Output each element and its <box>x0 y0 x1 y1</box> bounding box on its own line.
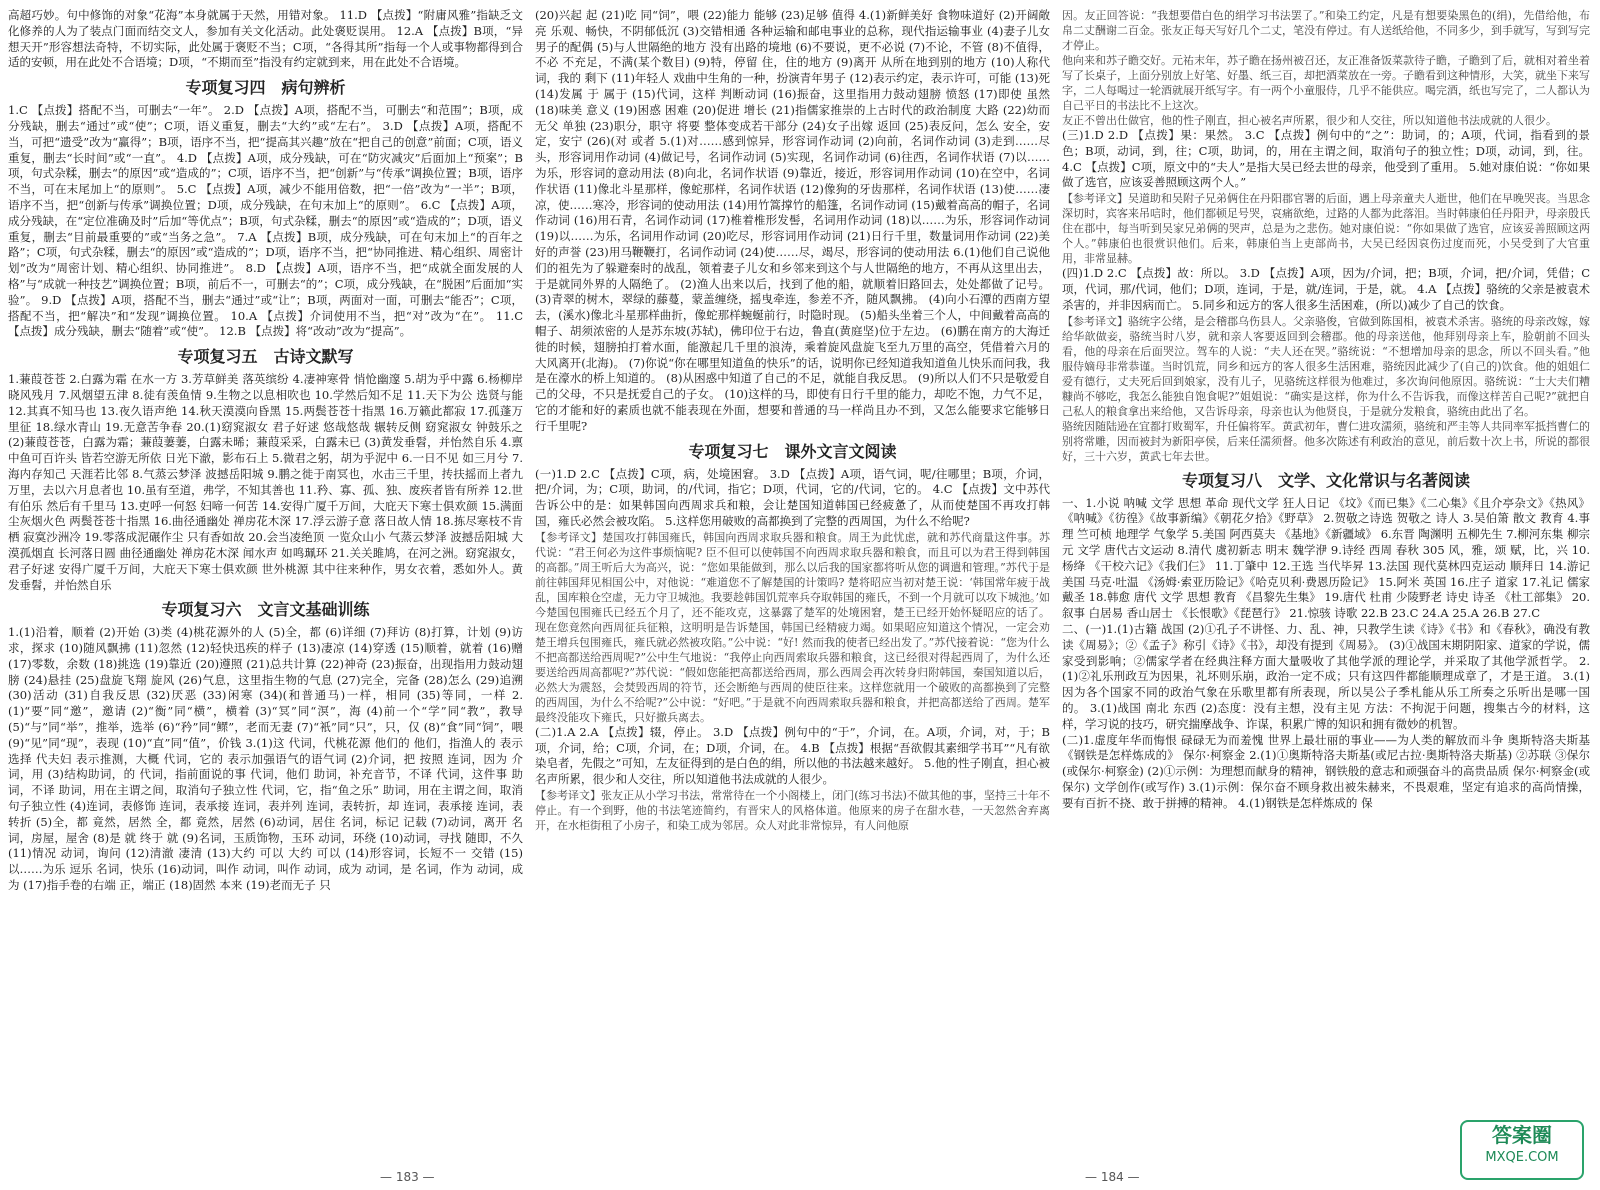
paragraph: (三)1.D 2.D 【点拨】果：果然。 3.C 【点拨】例句中的“之”：助词，的；A项，代词，指看到的景色；B项，动词，到，往；C项，助词，的，用在主谓之间，取消句子的独立性；D项，动词，到，往。 4.C 【点拨】C项，原文中的“夫人”是指大吴已经去世的母亲，他受到了重用。 5.她对康伯说：“你如果做了选官，应该妥善照顾这两个人。” <box>1062 128 1590 190</box>
paragraph: 1.C 【点拨】搭配不当，可删去“一年”。 2.D 【点拨】A项，搭配不当，可删去“和范围”；B项，成分残缺，删去“通过”或“使”；C项，语义重复，删去“大约”或“左右”。 3.D 【点拨】A项，搭配不当，可把“遗受”改为“赢得”；B项，语序不当，把“提高其兴趣”放在“把自己的创意”前面；C项，语义重复，删去“长时间”或“一直”。 4.D 【点拨】A项，成分残缺，可在“防灾减灾”后面加上“预案”；B项，句式杂糅，删去“的原因”或“造成的”；C项，语序不当，把“创新”与“传承”调换位置；B项，语序不当，可在末尾加上“的原则”。 5.C 【点拨】A项，减少不能用倍数，把“一倍”改为“一半”；B项，语序不当，把“创新与传承”调换位置；D项，成分残缺，在句末加上“的原则”。 6.C 【点拨】A项，成分残缺，在“定位准确及时”后加“等优点”；B项，句式杂糅，删去“的原因”或“造成的”；D项，语义重复，删去“目前最重要的”或“当务之急”。 7.A 【点拨】B项，成分残缺，可在句末加上“的百年之路”；C项，句式杂糅，删去“的原因”或“造成的”；D项，语序不当，把“协同推进、精心组织、周密计划”改为“周密计划、精心组织、协同推进”。 8.D 【点拨】A项，语序不当，把“成就全面发展的人格”与“成就一种技艺”调换位置；B项，前后不一，可删去“的”；C项，成分残缺，在“脱困”后面加“实验”。 9.D 【点拨】A项，搭配不当，删去“通过”或“让”；B项，两面对一面，可删去“能否”；C项，搭配不当，把“解决”和“发现”调换位置。 10.A 【点拨】介词使用不当，把“对”改为“在”。 11.C 【点拨】成分残缺，删去“随着”或“使”。 12.B 【点拨】将“改动”改为“提高”。 <box>8 103 523 339</box>
middle-column <box>535 8 1050 1148</box>
reference-translation: 【参考译文】张友正从小学习书法，常常待在一个小阁楼上，闭门(练习书法)不做其他的事，坚持三十年不停止。有一个到野，他的书法笔迹简约，有晋宋人的风格体道。他原来的房子在甜水巷，一天忽然舍弃离开，在水柜街租了小房子，和染工成为邻居。众人对此非常惊异，有人问他原 <box>535 788 1050 832</box>
reference-translation: 友正不曾出仕做官，他的性子刚直，担心被名声所累，很少和人交往，所以知道他书法成就的人很少。 <box>1062 114 1557 127</box>
paragraph: (一)1.D 2.C 【点拨】C项，病，处境困窘。 3.D 【点拨】A项，语气词，呢/往哪里；B项，介词，把/介词，为；C项，助词，的/代词，指它；D项，代词，它的/代词，它的。 4.C 【点拨】文中苏代告诉公中的是：如果韩国向西周求兵和粮，会让楚国知道韩国已经疲惫了，从而使楚国不再攻打韩国，雍氏必然会被攻陷。 5.这样您用破败的高都换到了完整的西周国，为什么不给呢? <box>535 466 1050 528</box>
section-heading: 专项复习五 古诗文默写 <box>177 347 354 367</box>
paragraph: (20)兴起 起 (21)吃 同“饲”，喂 (22)能力 能够 (23)足够 值得 4.(1)新鲜美好 食物味道好 (2)开阔敞亮 乐观、畅快，不阴郁低沉 (3)交错相通 各种运输和邮电事业的总称，现代指运输事业 (4)妻子儿女 男子的配偶 (5)与人世隔绝的地方 没有出路的境地 (6)不要说，更不必说 (7)不论，不管 (8)不值得，不必 不充足，不满(某个数目) (9)特，停留 住，住的地方 (9)离开 从所在地到别的地方 (10)人称代词，我的 剩下 (11)年轻人 戏曲中生角的一种，扮演青年男子 (12)表示约定，表示许可，可能 (13)死 (14)发属 于 属于 (15)代词，这样 判断动词 (16)振奋，这里指用力鼓动翅膀 愤怒 (17)即使 虽然 (18)味美 意义 (19)困惑 困难 (20)促进 增长 (21)指儒家推崇的上古时代的政治制度 大路 (22)幼而无父 单独 (23)职分，职守 将要 整体变成若干部分 (24)女子出嫁 返回 (25)表反问，怎么 安全，安定，安宁 (26)(对 或者 5.(1)对……感到惊异，形容词作动词 (2)向前，名词作动词 (3)走到……尽头，形容词用作动词 (4)做记号，名词作动词 (5)实现，名词作动词 (6)往西，名词作状语 (7)以……为乐，形容词的意动用法 (8)向北，名词作状语 (9)靠近，接近，形容词用作动词 (10)在空中，名词作状语 (11)像北斗星那样，像蛇那样，名词作状语 (12)像狗的牙齿那样，名词作状语 (13)使……凄凉，使……寒冷，形容词的使动用法 (14)用竹篙撑竹的船篷，名词作动词 (15)戴着高高的帽子，名词作动词 (16)用石青，名词作动词 (17)椎着椎形发髻，名词用作动词 (18)以……为乐，形容词作动词 (19)以……为乐，名词用作动词 (20)吃尽，形容词用作动词 (21)日行千里，数量词用作动词 (22)美好的声誉 (23)用马鞭鞭打，名词作动词 (24)使……尽，竭尽，形容词的使动用法 6.(1)他们自己说他们的祖先为了躲避秦时的战乱，领着妻子儿女和乡邻来到这个与人世隔绝的地方，不再从这里出去，于是就同外界的人隔绝了。 (2)渔人出来以后，找到了他的船，就顺着旧路回去，处处都做了记号。 (3)青翠的树木，翠绿的藤蔓，蒙盖缠绕，摇曳牵连，参差不齐，随风飘拂。 (4)向小石潭的西南方望去，(溪水)像北斗星那样曲折，像蛇那样蜿蜒前行，时隐时现。 (5)船头坐着三个人，中间戴着高高的帽子、胡须浓密的人是苏东坡(苏轼)，佛印位于右边，鲁直(黄庭坚)位于左边。 (6)鹏在南方的大海迁徙的时候，翅膀拍打着水面，能激起几千里的浪涛，乘着旋风盘旋飞至九万里的高空，凭借着六月的大风离开(北海)。 (7)你说“你在哪里知道鱼的快乐”的话，说明你已经知道我知道鱼儿快乐而问我，我是在濠水的桥上知道的。 (8)从困惑中知道了自己的不足，就能自我反思。 (9)所以人们不只是敬爱自己的父母，不只是抚爱自己的子女。 (10)这样的马，即使有日行千里的能力，却吃不饱，力气不足，它的才能和好的素质也就不能表现在外面，想要和普通的马一样尚且办不到，又怎么能要求它能够日行千里呢? <box>535 8 1050 433</box>
page-number-right: — 184 — <box>1085 1170 1140 1184</box>
reference-translation: 骆统因随陆逊在宜都打败蜀军，升任偏将军。黄武初年，曹仁进攻濡须，骆统和严圭等人共同率军抵挡曹仁的别将常雕，因而被封为新阳亭侯，后来任濡须督。他多次陈述有利政治的意见，前后数十次上书，所说的都很好，三十六岁，黄武七年去世。 <box>1062 419 1590 463</box>
left-column <box>8 8 523 1148</box>
right-column <box>1062 8 1590 1148</box>
watermark-title: 答案圈 <box>1492 1123 1552 1147</box>
paragraph: (四)1.D 2.C 【点拨】故：所以。 3.D 【点拨】A项，因为/介词，把；B项，介词，把/介词，凭借；C项，代词，那/代词，他们；D项，连词，于是，就/连词，于是，就。 4.A 【点拨】骆统的父亲是被袁术杀害的，并非因病而亡。 5.同乡和远方的客人很多生活困难，(所以)减少了自己的饮食。 <box>1062 266 1590 312</box>
watermark-url: MXQE.COM <box>1485 1150 1559 1165</box>
reference-translation: 【参考译文】骆统字公绪，是会稽郡乌伤县人。父亲骆俊，官做到陈国相，被袁术杀害。骆统的母亲改嫁，嫁给华歆做妾，骆统当时八岁，就和亲人客要返回到会稽郡。他的母亲送他，他拜别母亲上车，脸朝前不回头看，他的母亲在后面哭泣。驾车的人说：“夫人还在哭。”骆统说：“不想增加母亲的思念，所以不回头看。”他服侍嫡母非常恭谨。当时饥荒，同乡和远方的客人很多生活困难，骆统因此减少了(自己的)饮食。他的姐姐仁爱有德行，丈夫死后回到娘家，没有儿子，见骆统这样很为他难过，多次询问他原因。骆统说：“士大夫们糟糠尚不够吃，我怎么能独自饱食呢?”姐姐说：“确实是这样，你为什么不告诉我，而像这样苦自己呢?”就把自己私人的粮食拿出来给他，又告诉母亲，母亲也认为他贤良，于是就分发粮食，骆统由此出了名。 <box>1062 314 1590 418</box>
reference-translation: 因。友正回答说：“我想要借白色的绢学习书法罢了。”和染工约定，凡是有想要染黑色的(绢)，先借给他，布帛二丈酬谢二百金。张友正每天写好几个二丈，笔没有停过。有人送纸给他，不同多少，到手就写，写到写完才停止。 <box>1062 9 1590 52</box>
paragraph: 二、(一)1.(1)古籍 战国 (2)①孔子不讲怪、力、乱、神，只教学生读《诗》《书》和《春秋》，确没有教读《周易》；②《孟子》称引《诗》《书》，却没有提到《周易》。 (3)①战国末期阴阳家、道家的学说，儒家受到影响；②儒家学者在经典注释方面大量吸收了其他学派的理论学，并采取了其他学派哲学。 2.(1)②礼乐刑政互为因果，礼坏则乐崩，政治一定不成；只有这四件都能顺理成章了，才是王道。 3.(1)因为各个国家不同的政治气象在乐歌里都有所表现，所以吴公子季札能从乐工所奏之乐听出是哪一国的。 3.(1)战国 南北 东西 (2)态度：没有主想，没有主见 方法：不拘泥于问题，搜集古今的材料，这样，学习说的技巧，研究揣摩战争、诈谋，积累广博的知识和拥有微妙的机智。 <box>1062 621 1590 731</box>
reference-translation: 他向来和苏子瞻交好。元祐末年，苏子瞻在扬州被召还，友正准备饭菜款待子瞻，子瞻到了后，就相对着坐着写了长桌子，上面分别放上好笔、好墨、纸三百，却把酒菜放在一旁。子瞻看到这种情形，大笑，就坐下来写字，二人每喝过一轮酒就展开纸写字。有一两个小童服侍，几乎不能供应。喝完酒，纸也写完了，二人都认为自己平日的书法比不上这次。 <box>1062 54 1590 112</box>
watermark-logo <box>1460 1120 1584 1180</box>
paragraph: 一、1.小说 呐喊 文学 思想 革命 现代文学 狂人日记 《坟》《而已集》《二心集》《且介亭杂文》《热风》《呐喊》《彷徨》《故事新编》《朝花夕拾》《野草》 2.贺敬之诗选 贺敬之 诗人 3.吴伯箫 散文 教育 4.事理 竺可桢 地理学 气象学 5.美国 阿西莫夫 《基地》《新疆域》 6.东晋 陶渊明 五柳先生 7.柳河东集 柳宗元 文学 唐代古文运动 8.清代 虞初新志 明末 魏学洢 9.诗经 西周 春秋 305 风，雅，颂 赋，比，兴 10.杨绛 《干校六记》《我们仨》 11.丁肇中 12.王选 当代毕昇 13.法国 现代莫林四克运动 顺拜日 14.游记 美国 马克·吐温 《汤姆·索亚历险记》《哈克贝利·费恩历险记》 15.阿米 英国 16.庄子 道家 17.礼记 儒家 戴圣 18.韩愈 唐代 文学 思想 教育 《昌黎先生集》 19.唐代 杜甫 少陵野老 诗史 诗圣 《杜工部集》 20.叙事 白居易 香山居士 《长恨歌》《琵琶行》 21.惊骇 诗歌 22.B 23.C 24.A 25.A 26.B 27.C <box>1062 495 1590 621</box>
paragraph: 高超巧妙。句中修饰的对象“花海”本身就属于天然，用错对象。 11.D 【点拨】“附庸风雅”指缺乏文化修养的人为了装点门面而结交文人，参加有关文化活动。此处褒贬误用。 12.A 【点拨】B项，“异想天开”形容想法奇特，不切实际，此处属于褒贬不当；C项，“各得其所”指每一个人或事物都得到合适的安顿，用在此处不合语境；D项，“不期而至”指没有约定就到来，用在此处不合语境。 <box>8 8 523 70</box>
page-number-left: — 183 — <box>380 1170 435 1184</box>
section-heading: 专项复习七 课外文言文阅读 <box>688 441 897 461</box>
reference-translation: 【参考译文】吴道助和吴附子兄弟俩住在丹阳郡官署的后面，遇上母亲童夫人逝世，他们在早晚哭丧。当思念深切时，宾客来吊唁时，他们都顿足号哭，哀痛欲绝，过路的人都为此落泪。当时韩康伯任丹阳尹，母亲殷氏住在郡中，每当听到吴家兄弟俩的哭声，总是为之悲伤。她对康伯说：“你如果做了选官，应该妥善照顾这两个人。”韩康伯也很赏识他们。后来，韩康伯当上吏部尚书，大吴已经因哀伤过度而死，小吴受到了大官重用，非常显赫。 <box>1062 192 1590 266</box>
paragraph: (二)1.A 2.A 【点拨】辍，停止。 3.D 【点拨】例句中的“于”，介词，在。A项，介词，对，于；B项，介词，给；C项，介词，在；D项，介词，在。 4.B 【点拨】根据“吾欲假其素细学书耳”“凡有欲染皂者，先假之”可知，左友征得到的是白色的绢，所以他的书法越来越好。 5.他的性子刚直，担心被名声所累，很少和人交往，所以知道他书法成就的人很少。 <box>535 724 1050 787</box>
section-heading: 专项复习六 文言文基础训练 <box>161 600 370 620</box>
reference-translation: 【参考译文】楚国攻打韩国雍氏，韩国向西周求取兵器和粮食。周王为此忧虑，就和苏代商量这件事。苏代说：“君王何必为这件事烦恼呢? 臣不但可以使韩国不向西周求取兵器和粮食，而且可以为君王得到韩国的高都。”周王听后大为高兴，说：“您如果能做到，那么以后我的国家都将听从您的调遣和管理。”苏代于是前往韩国拜见相国公中，对他说：“难道您不了解楚国的计策吗? 楚将昭应当初对楚王说：‘韩国常年疲于战乱，国库粮仓空虚，无力守卫城池。我要趁韩国饥荒率兵夺取韩国的雍氏，不到一个月就可以攻下城池。’如今楚国包围雍氏已经五个月了，还不能攻克，这暴露了楚军的处境困窘，楚王已经开始怀疑昭应的话了。现在您竟然向西周征兵征粮，这明明是告诉楚国，韩国已经精疲力竭。如果昭应知道这个情况，一定会劝楚王增兵包围雍氏，雍氏就必然被攻陷。”公中说：“好! 然而我的使者已经出发了。”苏代接着说：“您为什么不把高都送给西周呢?”公中生气地说：“我停止向西周索取兵器和粮食，这已经很对得起西周了，为什么还要送给西周高都呢?”苏代说：“假如您能把高都送给西周，那么西周会再次转身归附韩国，秦国知道以后，必然大为震怒，会焚毁西周的符节，还会断绝与西周的使臣往来。这样您就用一个破败的高都换到了完整的西周国，为什么不给呢?”公中说：“好吧。”于是就不向西周索取兵器和粮食，并把高都送给了西周。楚军最终没能攻下雍氏，只好撤兵离去。 <box>535 530 1050 724</box>
paragraph: (二)1.虚度年华而悔恨 碌碌无为而羞愧 世界上最壮丽的事业——为人类的解放而斗争 奥斯特洛夫斯基 《钢铁是怎样炼成的》 保尔·柯察金 2.(1)①奥斯特洛夫斯基(或尼古拉·奥斯特洛夫斯基) ②苏联 ③保尔(或保尔·柯察金) (2)①示例：为理想而献身的精神，钢铁般的意志和顽强奋斗的高贵品质 保尔·柯察金(或保尔) 文学创作(或写作) 3.(1)示例：保尔奋不顾身救出被朱赫来，不畏艰难，坚定有追求的高尚情操，要有百折不挠、敢于拼搏的精神。 4.(1)钢铁是怎样炼成的 保 <box>1062 732 1590 810</box>
paragraph: 1.(1)沿着，顺着 (2)开始 (3)类 (4)桃花源外的人 (5)全，都 (6)详细 (7)拜访 (8)打算，计划 (9)访求，探求 (10)随风飘拂 (11)忽然 (12)轻快迅疾的样子 (13)凄凉 (14)穿透 (15)顺着，就着 (16)赠 (17)零数，余数 (18)挑选 (19)靠近 (20)遵照 (21)总共计算 (22)神奇 (23)振奋，出现指用力鼓动翅膀 (24)悬挂 (25)盘旋飞翔 旋风 (26)气息，这里指生物的气息 (27)完全，完备 (28)怎么 (29)追溯 (30)活动 (31)自我反思 (32)厌恶 (33)闲寒 (34)(和普通马)一样，相同 (35)等同，一样 2.(1)“要”同“邀”，邀请 (2)“衡”同“横”，横着 (3)“冥”同“溟”，海 (4)前一个“学”同“教”，教导 (5)“与”同“举”，推举，选举 (6)“矜”同“鳏”，老而无妻 (7)“衹”同“只”，只，仅 (8)“食”同“饲”，喂 (9)“见”同“现”，表现 (10)“直”同“值”，价钱 3.(1)这 代词，代桃花源 他们的 他们，指渔人的 表示选择 代夫妇 表示推测，大概 代词，它的 表示加强语气的语气词 (2)介词，把 按照 连词，因为 介词，用 (3)结构助词，的 代词，指前面说的事 代词，他们 助词，补充音节，不译 代词，这件事 助词，不译 助词，用在主谓之间，取消句子独立性 代词，它，指“鱼之乐” 助词，用在主谓之间，取消句子独立性 (4)连词，表修饰 连词，表承接 连词，表并列 连词，表转折，却 连词，表承接 连词，表转折 (5)全，都 竟然，居然 全，都 竟然，居然 (6)动词，居住 名词，标记 记载 (7)动词，离开 名词，房屋，屋舍 (8)是 就 终于 就 (9)名词，玉质饰物，玉环 动词，环绕 (10)动词，寻找 随即，不久 (11)情况 动词，询问 (12)清澈 凄清 (13)大约 可以 大约 可以 (14)形容词，长短不一 交错 (15)以……为乐 逗乐 名词，快乐 (16)动词，叫作 动词，叫作 动词，成为 动词，是 名词，作为 动词，成为 (17)指手卷的右端 正，端正 (18)固然 本来 (19)老而无子 只 <box>8 625 523 893</box>
section-heading: 专项复习八 文学、文化常识与名著阅读 <box>1181 470 1470 490</box>
section-heading: 专项复习四 病句辨析 <box>185 78 346 98</box>
paragraph: 1.蒹葭苍苍 2.白露为霜 在水一方 3.芳草鲜美 落英缤纷 4.凄神寒骨 悄怆幽邃 5.胡为乎中露 6.杨柳岸 晓风残月 7.风烟望五津 8.徒有羡鱼情 9.生物之以息相吹也 10.学然后知不足 11.天下为公 选贤与能 12.其真不知马也 13.夜久语声绝 14.秋天漠漠向昏黑 15.两鬓苍苍十指黑 16.万籁此都寂 17.孤蓬万里征 18.绿水青山 19.无意苦争春 20.(1)窈窕淑女 君子好逑 悠哉悠哉 辗转反侧 窈窕淑女 钟鼓乐之 (2)蒹葭苍苍，白露为霜；蒹葭萋萋，白露未晞；蒹葭采采，白露未已 (3)黄发垂髫，并怡然自乐 4.禀中鱼可百许头 皆若空游无所依 日光下澈，影布石上 5.微君之躬，胡为乎泥中 6.一日不见 如三月兮 7.海内存知己 天涯若比邻 8.气蒸云梦泽 波撼岳阳城 9.鹏之徙于南冥也，水击三千里，抟扶摇而上者九万里，去以六月息者也 10.虽有至道，弗学，不知其善也 11.矜、寡、孤、独、废疾者皆有所养 12.世有伯乐 然后有千里马 13.吏呼一何怒 妇啼一何苦 14.安得广厦千万间，大庇天下寒士俱欢颜 15.满面尘灰烟火色 两鬓苍苍十指黑 16.曲径通幽处 禅房花木深 17.浮云游子意 落日故人情 18.拣尽寒枝不肯栖 寂寞沙洲冷 19.零落成泥碾作尘 只有香如故 20.会当凌绝顶 一览众山小 气蒸云梦泽 波撼岳阳城 大漠孤烟直 长河落日圆 曲径通幽处 禅房花木深 闻水声 如鸣珮环 21.关关雎鸠，在河之洲。窈窕淑女，君子好逑 安得广厦千万间，大庇天下寒士俱欢颜 世外桃源 其中往来种作，男女衣着，悉如外人。黄发垂髫，并怡然自乐 <box>8 372 523 592</box>
